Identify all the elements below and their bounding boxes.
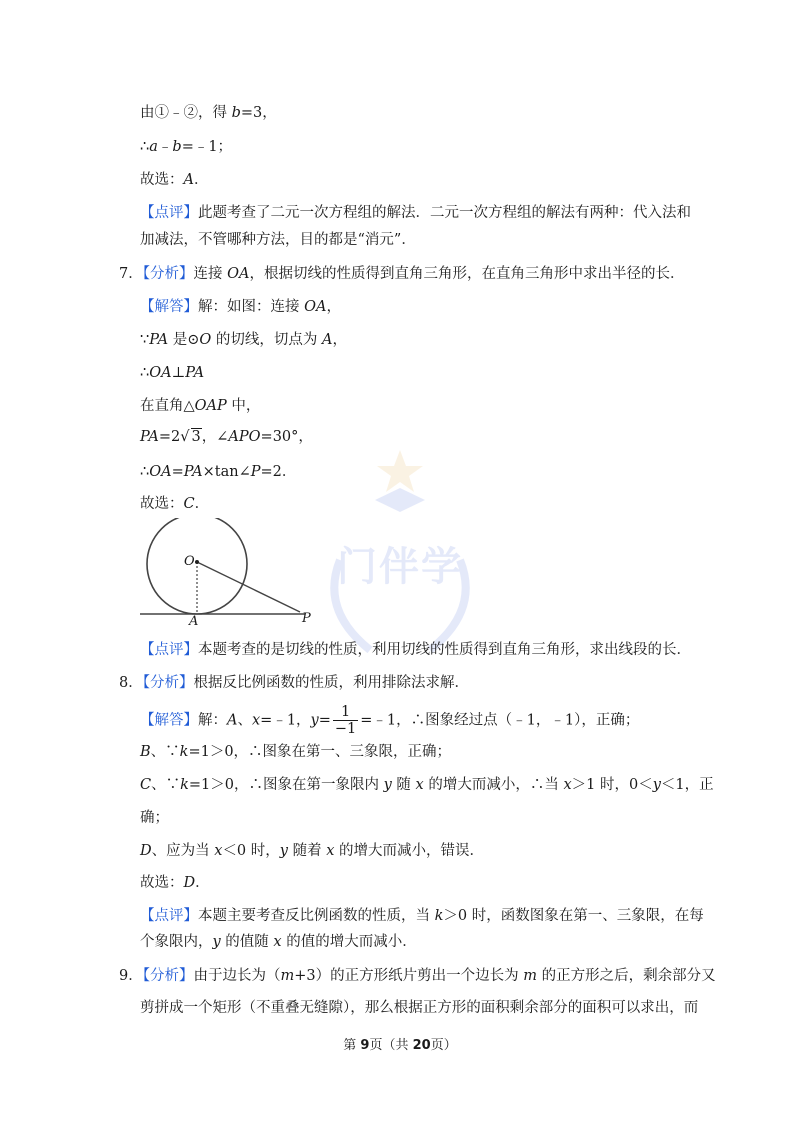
comment-line: 【点评】此题考查了二元一次方程组的解法．二元一次方程组的解法有两种：代入法和 (140, 205, 691, 221)
solution-tag: 【解答】 (140, 712, 198, 729)
text-line: D、应为当 x＜0 时，y 随着 x 的增大而减小，错误． (140, 843, 484, 859)
solution-line: 【解答】解：A、x=﹣1，y= $\frac{1}{-1}$ =﹣1，∴图象经过点（﹣1，﹣1），正确； (140, 704, 640, 737)
text-line: 剪拼成一个矩形（不重叠无缝隙），那么根据正方形的面积剩余部分的面积可以求出，而 (140, 1000, 699, 1016)
comment-tag: 【点评】 (140, 205, 198, 221)
label-a: A (189, 614, 199, 629)
text-line: 故选：D． (140, 875, 210, 891)
analysis-tag: 【分析】 (142, 968, 194, 984)
page-number: 9 (360, 1038, 370, 1053)
text-line: C、∵k=1＞0，∴图象在第一象限内 y 随 x 的增大而减小，∴当 x＞1 时，0＜y＜1，正 (140, 777, 714, 793)
analysis-tag: 【分析】 (142, 266, 194, 282)
comment-tag: 【点评】 (140, 908, 198, 924)
comment-line: 【点评】本题主要考查反比例函数的性质，当 k＞0 时，函数图象在第一、三象限，在每 (140, 908, 704, 924)
text-line: 确； (140, 810, 169, 826)
text-line: ∴OA=PA×tan∠P=2． (140, 464, 297, 480)
fraction: $\frac{1}{-1}$ (334, 704, 357, 737)
text-line: 加减法，不管哪种方法，目的都是“消元”． (140, 232, 416, 248)
text-line: 由①﹣②，得 b=3， (140, 105, 277, 121)
solution-line: 【解答】解：如图：连接 OA， (140, 299, 341, 315)
text-line: 故选：A． (140, 172, 209, 188)
text-line: ∴OA⊥PA (140, 365, 205, 381)
analysis-tag: 【分析】 (142, 675, 194, 691)
center-point (195, 560, 199, 564)
text-line: ∵PA 是⊙O 的切线，切点为 A， (140, 332, 347, 348)
comment-tag: 【点评】 (140, 642, 198, 658)
comment-line: 【点评】本题考查的是切线的性质，利用切线的性质得到直角三角形，求出线段的长． (140, 642, 691, 658)
text-line: 个象限内，y 的值随 x 的值的增大而减小． (140, 934, 417, 950)
question-7-analysis: 7．【分析】连接 OA，根据切线的性质得到直角三角形，在直角三角形中求出半径的长． (119, 266, 685, 282)
question-9-analysis: 9．【分析】由于边长为（m+3）的正方形纸片剪出一个边长为 m 的正方形之后，剩余部分又 (119, 968, 716, 984)
page-total: 20 (412, 1038, 431, 1053)
watermark-text: 门伴学 (337, 544, 463, 590)
text-line: 故选：C． (140, 496, 210, 512)
text-line: ∴a﹣b=﹣1； (140, 139, 233, 155)
text-line: B、∵k=1＞0，∴图象在第一、三象限，正确； (140, 744, 452, 760)
label-p: P (302, 611, 311, 626)
label-o: O (184, 554, 195, 569)
solution-tag: 【解答】 (140, 299, 198, 315)
segment-op (197, 562, 300, 612)
text-line: 在直角△OAP 中， (140, 398, 261, 414)
tangent-circle-figure (130, 518, 330, 633)
question-8-analysis: 8．【分析】根据反比例函数的性质，利用排除法求解． (119, 675, 469, 691)
page-footer: 第 9页（共 20页） (343, 1038, 457, 1053)
text-line: PA=2√ 3，∠APO=30°， (140, 429, 313, 445)
